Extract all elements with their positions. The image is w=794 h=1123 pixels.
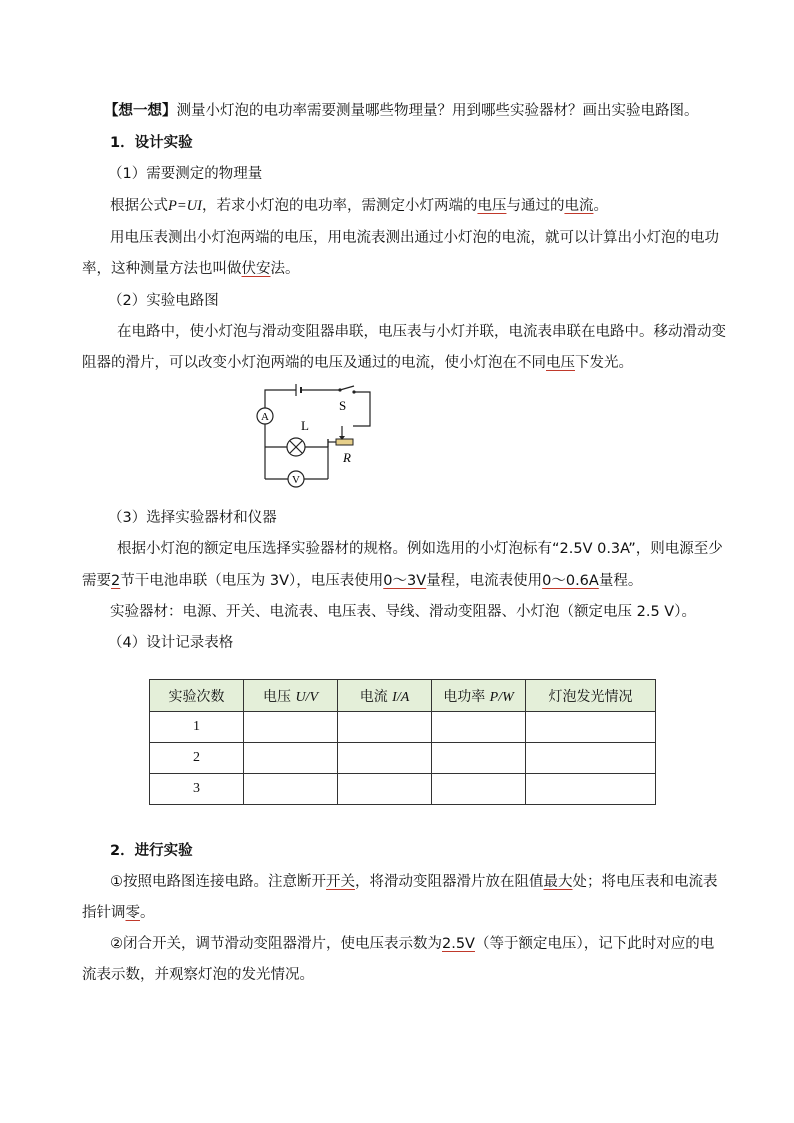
q3-line-1: 根据小灯泡的额定电压选择实验器材的规格。例如选用的小灯泡标有“2.5V 0.3A”，则电源至少 (117, 541, 723, 557)
step-1-line-2 (82, 903, 155, 923)
cell (338, 712, 432, 743)
trial-number: 3 (150, 774, 244, 805)
cell (526, 774, 656, 805)
circuit-diagram (250, 378, 390, 490)
answer-cells: 2 (111, 573, 121, 589)
text: 电功率 (443, 688, 486, 705)
text: 法。 (270, 261, 300, 277)
voltmeter-icon (288, 471, 304, 487)
q1-line-1 (110, 196, 608, 216)
table-row (150, 712, 656, 743)
text: 。 (140, 905, 155, 921)
table-row (150, 774, 656, 805)
cell (432, 712, 526, 743)
text: 需要 (82, 573, 111, 589)
section-2-heading: 2．进行实验 (110, 843, 193, 859)
answer-voltmeter-range: 0～3V (383, 573, 427, 589)
cell (244, 712, 338, 743)
section-1-heading: 1．设计实验 (110, 135, 193, 151)
step-2-line-1 (110, 934, 714, 954)
step-2-line-2: 流表示数，并观察灯泡的发光情况。 (82, 967, 314, 983)
rheostat-label: R (343, 450, 351, 465)
header-voltage (244, 680, 338, 712)
think-tag: 【想一想】 (104, 103, 177, 119)
subsection-3-title: （3）选择实验器材和仪器 (108, 510, 277, 526)
unit: I/A (392, 689, 410, 705)
think-text: 测量小灯泡的电功率需要测量哪些物理量？用到哪些实验器材？画出实验电路图。 (176, 103, 699, 119)
answer-switch: 开关 (326, 874, 355, 890)
cell (338, 743, 432, 774)
text: 指针调 (82, 905, 126, 921)
q3-line-3: 实验器材：电源、开关、电流表、电压表、导线、滑动变阻器、小灯泡（额定电压 2.5 V）。 (110, 604, 696, 620)
cell (526, 743, 656, 774)
text: ，若求小灯泡的电功率，需测定小灯两端的 (201, 198, 478, 214)
text: 量程。 (598, 573, 643, 589)
cell (244, 743, 338, 774)
text: ①按照电路图连接电路。注意断开 (110, 874, 326, 890)
text: 量程，电流表使用 (426, 573, 543, 589)
q1-line-2: 用电压表测出小灯泡两端的电压，用电流表测出通过小灯泡的电流，就可以计算出小灯泡的电功 (110, 230, 719, 246)
step-1-line-1 (110, 872, 718, 892)
q1-line-3 (82, 259, 300, 279)
answer-current: 电流 (564, 198, 594, 214)
think-question (104, 101, 699, 121)
text: 处；将电压表和电流表 (572, 874, 718, 890)
header-power (432, 680, 526, 712)
text: 节干电池串联（电压为 3V），电压表使用 (120, 573, 384, 589)
text: ②闭合开关，调节滑动变阻器滑片，使电压表示数为 (110, 936, 442, 952)
text: 下发光。 (575, 355, 633, 371)
lamp-label: L (301, 418, 309, 433)
text: 电压 (262, 688, 291, 705)
cell (338, 774, 432, 805)
switch-contact (338, 388, 341, 391)
switch-label: S (339, 398, 347, 413)
cell (432, 743, 526, 774)
cell (526, 712, 656, 743)
header-current (338, 680, 432, 712)
answer-rated-voltage: 2.5V (442, 936, 475, 952)
answer-max: 最大 (543, 874, 573, 890)
text: 。 (593, 198, 608, 214)
subsection-1-title: （1）需要测定的物理量 (108, 166, 263, 182)
answer-volt-amp: 伏安 (241, 261, 271, 277)
text: 电流 (359, 688, 388, 705)
text: （等于额定电压），记下此时对应的电 (474, 936, 715, 952)
text: 率，这种测量方法也叫做 (82, 261, 242, 277)
subsection-4-title: （4）设计记录表格 (108, 635, 234, 651)
rheostat-icon (336, 439, 353, 445)
unit: U/V (295, 689, 318, 705)
ammeter-label: A (261, 411, 269, 423)
text: 根据公式 (110, 198, 168, 214)
header-brightness: 灯泡发光情况 (526, 680, 656, 712)
table-row (150, 743, 656, 774)
answer-zero: 零 (125, 905, 140, 921)
table-header-row (150, 680, 656, 712)
trial-number: 1 (150, 712, 244, 743)
lamp-icon (287, 438, 305, 456)
voltmeter-label: V (292, 474, 300, 486)
record-table (149, 679, 656, 805)
q2-line-2 (82, 353, 633, 373)
cell (244, 774, 338, 805)
switch-contact (352, 390, 355, 393)
ammeter-icon (257, 408, 273, 424)
cell (432, 774, 526, 805)
text: 与通过的 (506, 198, 565, 214)
text: 阻器的滑片，可以改变小灯泡两端的电压及通过的电流，使小灯泡在不同 (82, 355, 546, 371)
answer-voltage: 电压 (477, 198, 507, 214)
formula: P=UI (168, 198, 202, 214)
header-trial: 实验次数 (150, 680, 244, 712)
answer-ammeter-range: 0～0.6A (542, 573, 599, 589)
q2-line-1: 在电路中，使小灯泡与滑动变阻器串联，电压表与小灯并联，电流表串联在电路中。移动滑动变 (117, 324, 726, 340)
trial-number: 2 (150, 743, 244, 774)
unit: P/W (489, 689, 514, 705)
q3-line-2 (82, 571, 642, 591)
subsection-2-title: （2）实验电路图 (108, 293, 219, 309)
answer-voltage-2: 电压 (546, 355, 575, 371)
text: ，将滑动变阻器滑片放在阻值 (355, 874, 544, 890)
